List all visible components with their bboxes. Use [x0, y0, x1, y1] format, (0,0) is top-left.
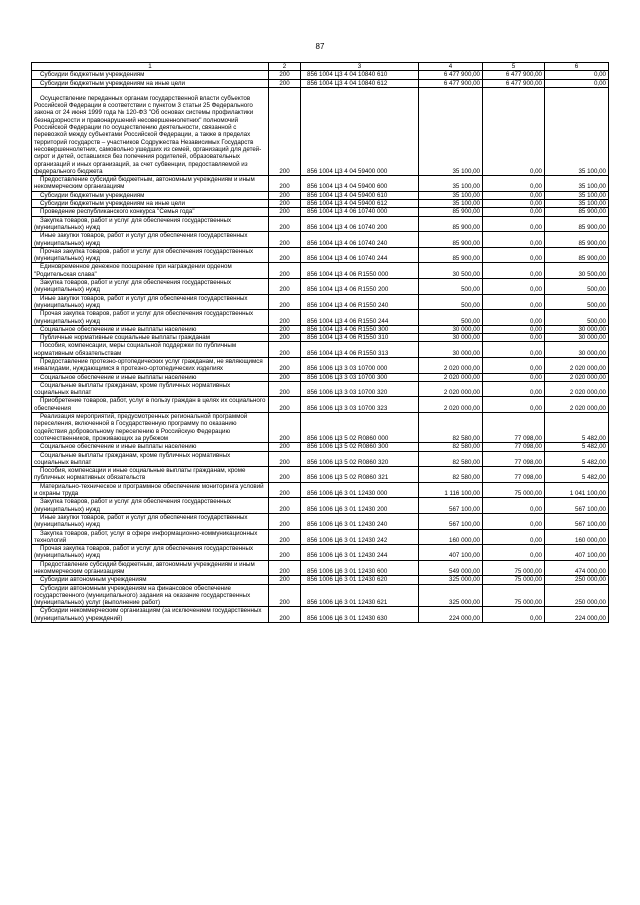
table-row — [32, 325, 609, 333]
row-name-cell: Субсидии бюджетным учреждениям — [32, 191, 269, 199]
row-amount-regional-cell: 500,00 — [545, 279, 609, 295]
row-amount-federal-cell: 77 098,00 — [483, 443, 545, 451]
row-name-cell: Предоставление субсидий бюджетным, автономным учреждениям и иным некоммерческим организациям — [32, 176, 269, 192]
row-classification-cell: 856 1004 Ц3 4 06 R1550 310 — [301, 334, 419, 342]
row-name-cell: Субсидии некоммерческим организациям (за исключением государственных (муниципальных) учреждений) — [32, 607, 269, 623]
row-amount-federal-cell: 0,00 — [483, 357, 545, 373]
row-amount-total-cell: 82 580,00 — [419, 467, 483, 483]
row-name-cell: Социальное обеспечение и иные выплаты населению — [32, 325, 269, 333]
row-amount-regional-cell: 500,00 — [545, 294, 609, 310]
row-amount-regional-cell: 160 000,00 — [545, 529, 609, 545]
row-code-cell: 200 — [269, 373, 301, 381]
row-amount-total-cell: 85 900,00 — [419, 208, 483, 216]
row-classification-cell: 856 1004 Ц3 4 06 R1550 240 — [301, 294, 419, 310]
row-code-cell: 200 — [269, 482, 301, 498]
row-code-cell: 200 — [269, 279, 301, 295]
row-amount-regional-cell: 407 100,00 — [545, 545, 609, 561]
row-code-cell: 200 — [269, 467, 301, 483]
column-number: 3 — [301, 63, 419, 71]
row-amount-regional-cell: 5 482,00 — [545, 467, 609, 483]
row-amount-federal-cell: 0,00 — [483, 208, 545, 216]
row-classification-cell: 856 1004 Ц3 4 06 10740 000 — [301, 208, 419, 216]
row-amount-regional-cell: 224 000,00 — [545, 607, 609, 623]
row-amount-regional-cell: 5 482,00 — [545, 451, 609, 467]
row-amount-federal-cell: 0,00 — [483, 247, 545, 263]
row-amount-regional-cell: 567 100,00 — [545, 498, 609, 514]
row-code-cell: 200 — [269, 584, 301, 607]
row-amount-federal-cell: 0,00 — [483, 397, 545, 413]
row-classification-cell: 856 1006 Ц6 3 01 12430 630 — [301, 607, 419, 623]
row-classification-cell: 856 1006 Ц3 3 03 10700 300 — [301, 373, 419, 381]
row-classification-cell: 856 1006 Ц6 3 01 12430 620 — [301, 576, 419, 584]
row-code-cell: 200 — [269, 443, 301, 451]
row-classification-cell: 856 1004 Ц3 4 04 59400 610 — [301, 191, 419, 199]
table-row — [32, 71, 609, 79]
row-name-cell: Социальное обеспечение и иные выплаты населению — [32, 443, 269, 451]
row-name-cell: Предоставление субсидий бюджетным, автономным учреждениям и иным некоммерческим организациям — [32, 560, 269, 576]
row-name-cell: Единовременное денежное поощрение при награждении орденом "Родительская слава" — [32, 263, 269, 279]
row-amount-total-cell: 2 020 000,00 — [419, 397, 483, 413]
row-classification-cell: 856 1004 Ц3 4 06 R1550 300 — [301, 325, 419, 333]
row-code-cell: 200 — [269, 325, 301, 333]
row-amount-total-cell: 35 100,00 — [419, 176, 483, 192]
row-code-cell: 200 — [269, 560, 301, 576]
row-amount-regional-cell: 35 100,00 — [545, 87, 609, 175]
row-amount-total-cell: 35 100,00 — [419, 191, 483, 199]
row-code-cell: 200 — [269, 176, 301, 192]
row-amount-federal-cell: 0,00 — [483, 498, 545, 514]
row-amount-total-cell: 35 100,00 — [419, 87, 483, 175]
row-amount-total-cell: 224 000,00 — [419, 607, 483, 623]
row-classification-cell: 856 1006 Ц6 3 01 12430 242 — [301, 529, 419, 545]
row-classification-cell: 856 1004 Ц3 4 04 59400 612 — [301, 200, 419, 208]
row-classification-cell: 856 1004 Ц3 4 06 10740 240 — [301, 232, 419, 248]
row-amount-regional-cell: 250 000,00 — [545, 584, 609, 607]
row-classification-cell: 856 1006 Ц3 5 02 R0860 300 — [301, 443, 419, 451]
row-amount-federal-cell: 0,00 — [483, 373, 545, 381]
row-code-cell: 200 — [269, 413, 301, 443]
row-code-cell: 200 — [269, 232, 301, 248]
row-amount-regional-cell: 30 500,00 — [545, 263, 609, 279]
table-row — [32, 607, 609, 623]
row-amount-federal-cell: 77 098,00 — [483, 413, 545, 443]
table-row — [32, 357, 609, 373]
row-amount-regional-cell: 2 020 000,00 — [545, 397, 609, 413]
row-name-cell: Пособия, компенсации, меры социальной поддержки по публичным нормативным обязательствам — [32, 342, 269, 358]
row-code-cell: 200 — [269, 71, 301, 79]
table-row — [32, 373, 609, 381]
row-amount-federal-cell: 75 000,00 — [483, 482, 545, 498]
row-amount-regional-cell: 5 482,00 — [545, 413, 609, 443]
row-code-cell: 200 — [269, 200, 301, 208]
row-amount-federal-cell: 0,00 — [483, 334, 545, 342]
row-amount-total-cell: 82 580,00 — [419, 413, 483, 443]
row-amount-total-cell: 30 000,00 — [419, 342, 483, 358]
row-amount-federal-cell: 75 000,00 — [483, 560, 545, 576]
row-amount-total-cell: 35 100,00 — [419, 200, 483, 208]
row-amount-federal-cell: 0,00 — [483, 200, 545, 208]
row-classification-cell: 856 1006 Ц3 3 03 10700 323 — [301, 397, 419, 413]
table-row — [32, 576, 609, 584]
row-amount-total-cell: 500,00 — [419, 294, 483, 310]
row-code-cell: 200 — [269, 498, 301, 514]
row-code-cell: 200 — [269, 513, 301, 529]
row-classification-cell: 856 1006 Ц6 3 01 12430 600 — [301, 560, 419, 576]
table-row — [32, 482, 609, 498]
table-row — [32, 200, 609, 208]
row-name-cell: Пособия, компенсации и иные социальные выплаты гражданам, кроме публичных нормативных обязательств — [32, 467, 269, 483]
row-name-cell: Закупка товаров, работ, услуг в сфере информационно-коммуникационных технологий — [32, 529, 269, 545]
row-code-cell: 200 — [269, 545, 301, 561]
row-code-cell: 200 — [269, 208, 301, 216]
row-amount-total-cell: 85 900,00 — [419, 216, 483, 232]
row-amount-federal-cell: 0,00 — [483, 545, 545, 561]
row-name-cell: Материально-техническое и программное обеспечение мониторинга условий и охраны труда — [32, 482, 269, 498]
row-name-cell: Проведение республиканского конкурса "Семья года" — [32, 208, 269, 216]
row-classification-cell: 856 1006 Ц3 5 02 R0860 320 — [301, 451, 419, 467]
table-row — [32, 279, 609, 295]
row-amount-regional-cell: 250 000,00 — [545, 576, 609, 584]
row-name-cell: Социальные выплаты гражданам, кроме публичных нормативных социальных выплат — [32, 381, 269, 397]
row-amount-federal-cell: 75 000,00 — [483, 584, 545, 607]
row-classification-cell: 856 1004 Ц3 4 04 10840 610 — [301, 71, 419, 79]
row-name-cell: Прочая закупка товаров, работ и услуг для обеспечения государственных (муниципальных) нужд — [32, 247, 269, 263]
row-classification-cell: 856 1006 Ц3 5 02 R0860 000 — [301, 413, 419, 443]
row-amount-regional-cell: 35 100,00 — [545, 200, 609, 208]
row-amount-total-cell: 2 020 000,00 — [419, 357, 483, 373]
row-amount-total-cell: 85 900,00 — [419, 247, 483, 263]
row-amount-total-cell: 6 477 900,00 — [419, 79, 483, 87]
row-name-cell: Иные закупки товаров, работ и услуг для обеспечения государственных (муниципальных) нужд — [32, 294, 269, 310]
row-classification-cell: 856 1006 Ц3 3 03 10700 320 — [301, 381, 419, 397]
row-amount-federal-cell: 0,00 — [483, 232, 545, 248]
row-amount-federal-cell: 75 000,00 — [483, 576, 545, 584]
row-amount-regional-cell: 85 900,00 — [545, 216, 609, 232]
row-amount-federal-cell: 0,00 — [483, 513, 545, 529]
table-row — [32, 294, 609, 310]
row-amount-total-cell: 2 020 000,00 — [419, 373, 483, 381]
row-name-cell: Субсидии автономным учреждениям на финансовое обеспечение государственного (муниципального) задания на оказание государственных (муниципальных) услуг (выполнение работ) — [32, 584, 269, 607]
row-amount-regional-cell: 30 000,00 — [545, 325, 609, 333]
row-amount-federal-cell: 0,00 — [483, 529, 545, 545]
row-amount-total-cell: 82 580,00 — [419, 443, 483, 451]
row-code-cell: 200 — [269, 87, 301, 175]
row-amount-regional-cell: 567 100,00 — [545, 513, 609, 529]
row-name-cell: Реализация мероприятий, предусмотренных региональной программой переселения, включенной в Государственную программу по оказанию содействия добровольному переселению в Российскую Федерацию соотечественников, проживающих за рубежом — [32, 413, 269, 443]
table-row — [32, 397, 609, 413]
row-amount-federal-cell: 0,00 — [483, 607, 545, 623]
table-row — [32, 176, 609, 192]
table-row — [32, 443, 609, 451]
row-amount-total-cell: 325 000,00 — [419, 584, 483, 607]
row-amount-regional-cell: 35 100,00 — [545, 176, 609, 192]
row-amount-total-cell: 85 900,00 — [419, 232, 483, 248]
row-code-cell: 200 — [269, 191, 301, 199]
row-name-cell: Осуществление переданных органам государственной власти субъектов Российской Федерации в соответствии с пунктом 3 статьи 25 Федерального закона от 24 июня 1999 года № 120-ФЗ "Об основах системы профилактики безнадзорности и правонарушений несовершеннолетних" полномочий Российской Федерации по осуществлению деятельности, связанной с перевозкой между субъектами Российской Федерации, а также в пределах территорий государств – участников Содружества Независимых Государств несовершеннолетних, самовольно ушедших из семей, организаций для детей-сирот и детей, оставшихся без попечения родителей, образовательных организаций и иных организаций, за счет субвенции, предоставляемой из федерального бюджета — [32, 87, 269, 175]
row-code-cell: 200 — [269, 294, 301, 310]
table-row — [32, 545, 609, 561]
row-classification-cell: 856 1006 Ц6 3 01 12430 200 — [301, 498, 419, 514]
row-amount-total-cell: 567 100,00 — [419, 498, 483, 514]
table-row — [32, 232, 609, 248]
row-amount-total-cell: 567 100,00 — [419, 513, 483, 529]
row-classification-cell: 856 1004 Ц3 4 06 10740 200 — [301, 216, 419, 232]
row-classification-cell: 856 1006 Ц3 5 02 R0860 321 — [301, 467, 419, 483]
table-row — [32, 529, 609, 545]
row-amount-federal-cell: 0,00 — [483, 176, 545, 192]
table-row — [32, 451, 609, 467]
row-code-cell: 200 — [269, 381, 301, 397]
row-classification-cell: 856 1006 Ц6 3 01 12430 244 — [301, 545, 419, 561]
row-name-cell: Закупка товаров, работ и услуг для обеспечения государственных (муниципальных) нужд — [32, 279, 269, 295]
row-amount-federal-cell: 77 098,00 — [483, 451, 545, 467]
column-number-row — [32, 63, 609, 71]
row-amount-regional-cell: 2 020 000,00 — [545, 373, 609, 381]
column-number: 5 — [483, 63, 545, 71]
table-row — [32, 342, 609, 358]
row-amount-regional-cell: 2 020 000,00 — [545, 381, 609, 397]
row-code-cell: 200 — [269, 263, 301, 279]
table-row — [32, 87, 609, 175]
row-name-cell: Социальные выплаты гражданам, кроме публичных нормативных социальных выплат — [32, 451, 269, 467]
row-amount-federal-cell: 0,00 — [483, 342, 545, 358]
row-name-cell: Субсидии бюджетным учреждениям на иные цели — [32, 200, 269, 208]
row-amount-federal-cell: 0,00 — [483, 216, 545, 232]
row-amount-federal-cell: 0,00 — [483, 263, 545, 279]
table-row — [32, 560, 609, 576]
row-amount-federal-cell: 0,00 — [483, 381, 545, 397]
row-name-cell: Иные закупки товаров, работ и услуг для обеспечения государственных (муниципальных) нужд — [32, 513, 269, 529]
row-code-cell: 200 — [269, 397, 301, 413]
row-amount-total-cell: 500,00 — [419, 310, 483, 326]
row-amount-federal-cell: 6 477 900,00 — [483, 71, 545, 79]
row-classification-cell: 856 1004 Ц3 4 06 R1550 200 — [301, 279, 419, 295]
row-amount-federal-cell: 0,00 — [483, 191, 545, 199]
row-code-cell: 200 — [269, 529, 301, 545]
table-row — [32, 584, 609, 607]
row-amount-federal-cell: 77 098,00 — [483, 467, 545, 483]
row-amount-federal-cell: 0,00 — [483, 310, 545, 326]
row-amount-federal-cell: 0,00 — [483, 325, 545, 333]
row-name-cell: Закупка товаров, работ и услуг для обеспечения государственных (муниципальных) нужд — [32, 216, 269, 232]
column-number: 2 — [269, 63, 301, 71]
row-amount-federal-cell: 6 477 900,00 — [483, 79, 545, 87]
row-amount-total-cell: 325 000,00 — [419, 576, 483, 584]
row-amount-regional-cell: 85 900,00 — [545, 208, 609, 216]
budget-table — [31, 62, 609, 623]
page-number: 87 — [315, 42, 325, 51]
row-amount-total-cell: 30 000,00 — [419, 325, 483, 333]
row-amount-regional-cell: 1 041 100,00 — [545, 482, 609, 498]
table-row — [32, 79, 609, 87]
row-amount-total-cell: 1 116 100,00 — [419, 482, 483, 498]
row-classification-cell: 856 1006 Ц6 3 01 12430 621 — [301, 584, 419, 607]
table-row — [32, 381, 609, 397]
row-classification-cell: 856 1004 Ц3 4 06 R1550 313 — [301, 342, 419, 358]
row-amount-total-cell: 500,00 — [419, 279, 483, 295]
row-classification-cell: 856 1004 Ц3 4 06 R1550 244 — [301, 310, 419, 326]
table-row — [32, 310, 609, 326]
row-name-cell: Субсидии бюджетным учреждениям на иные цели — [32, 79, 269, 87]
table-row — [32, 191, 609, 199]
table-row — [32, 263, 609, 279]
column-number: 6 — [545, 63, 609, 71]
row-name-cell: Приобретение товаров, работ, услуг в пользу граждан в целях их социального обеспечения — [32, 397, 269, 413]
table-row — [32, 513, 609, 529]
row-amount-regional-cell: 85 900,00 — [545, 232, 609, 248]
row-name-cell: Предоставление протезно-ортопедических услуг гражданам, не являющимся инвалидами, нуждающимся в протезно-ортопедических изделиях — [32, 357, 269, 373]
row-name-cell: Иные закупки товаров, работ и услуг для обеспечения государственных (муниципальных) нужд — [32, 232, 269, 248]
row-code-cell: 200 — [269, 79, 301, 87]
row-classification-cell: 856 1006 Ц3 3 03 10700 000 — [301, 357, 419, 373]
row-name-cell: Закупка товаров, работ и услуг для обеспечения государственных (муниципальных) нужд — [32, 498, 269, 514]
row-amount-federal-cell: 0,00 — [483, 87, 545, 175]
row-amount-total-cell: 407 100,00 — [419, 545, 483, 561]
row-amount-regional-cell: 0,00 — [545, 79, 609, 87]
row-code-cell: 200 — [269, 451, 301, 467]
row-code-cell: 200 — [269, 334, 301, 342]
row-classification-cell: 856 1004 Ц3 4 06 10740 244 — [301, 247, 419, 263]
row-code-cell: 200 — [269, 310, 301, 326]
row-amount-regional-cell: 5 482,00 — [545, 443, 609, 451]
table-row — [32, 216, 609, 232]
row-amount-total-cell: 6 477 900,00 — [419, 71, 483, 79]
row-amount-total-cell: 160 000,00 — [419, 529, 483, 545]
row-amount-total-cell: 30 500,00 — [419, 263, 483, 279]
row-name-cell: Социальное обеспечение и иные выплаты населению — [32, 373, 269, 381]
row-code-cell: 200 — [269, 216, 301, 232]
table-row — [32, 413, 609, 443]
table-row — [32, 208, 609, 216]
table-row — [32, 247, 609, 263]
row-amount-regional-cell: 0,00 — [545, 71, 609, 79]
row-code-cell: 200 — [269, 576, 301, 584]
row-classification-cell: 856 1004 Ц3 4 04 59400 600 — [301, 176, 419, 192]
column-number: 4 — [419, 63, 483, 71]
row-amount-total-cell: 82 580,00 — [419, 451, 483, 467]
row-amount-federal-cell: 0,00 — [483, 279, 545, 295]
row-classification-cell: 856 1006 Ц6 3 01 12430 000 — [301, 482, 419, 498]
row-name-cell: Субсидии бюджетным учреждениям — [32, 71, 269, 79]
row-amount-regional-cell: 474 000,00 — [545, 560, 609, 576]
row-name-cell: Прочая закупка товаров, работ и услуг для обеспечения государственных (муниципальных) нужд — [32, 310, 269, 326]
row-amount-total-cell: 2 020 000,00 — [419, 381, 483, 397]
row-amount-regional-cell: 30 000,00 — [545, 334, 609, 342]
row-amount-regional-cell: 35 100,00 — [545, 191, 609, 199]
table-row — [32, 467, 609, 483]
row-amount-regional-cell: 85 900,00 — [545, 247, 609, 263]
row-code-cell: 200 — [269, 357, 301, 373]
table-row — [32, 498, 609, 514]
row-classification-cell: 856 1004 Ц3 4 06 R1550 000 — [301, 263, 419, 279]
row-amount-federal-cell: 0,00 — [483, 294, 545, 310]
row-name-cell: Прочая закупка товаров, работ и услуг для обеспечения государственных (муниципальных) нужд — [32, 545, 269, 561]
row-name-cell: Публичные нормативные социальные выплаты гражданам — [32, 334, 269, 342]
row-amount-regional-cell: 500,00 — [545, 310, 609, 326]
row-name-cell: Субсидии автономным учреждениям — [32, 576, 269, 584]
column-number: 1 — [32, 63, 269, 71]
row-amount-total-cell: 30 000,00 — [419, 334, 483, 342]
row-code-cell: 200 — [269, 247, 301, 263]
row-classification-cell: 856 1004 Ц3 4 04 59400 000 — [301, 87, 419, 175]
row-classification-cell: 856 1006 Ц6 3 01 12430 240 — [301, 513, 419, 529]
row-code-cell: 200 — [269, 607, 301, 623]
row-amount-regional-cell: 30 000,00 — [545, 342, 609, 358]
row-amount-regional-cell: 2 020 000,00 — [545, 357, 609, 373]
row-classification-cell: 856 1004 Ц3 4 04 10840 612 — [301, 79, 419, 87]
row-code-cell: 200 — [269, 342, 301, 358]
table-row — [32, 334, 609, 342]
row-amount-total-cell: 549 000,00 — [419, 560, 483, 576]
